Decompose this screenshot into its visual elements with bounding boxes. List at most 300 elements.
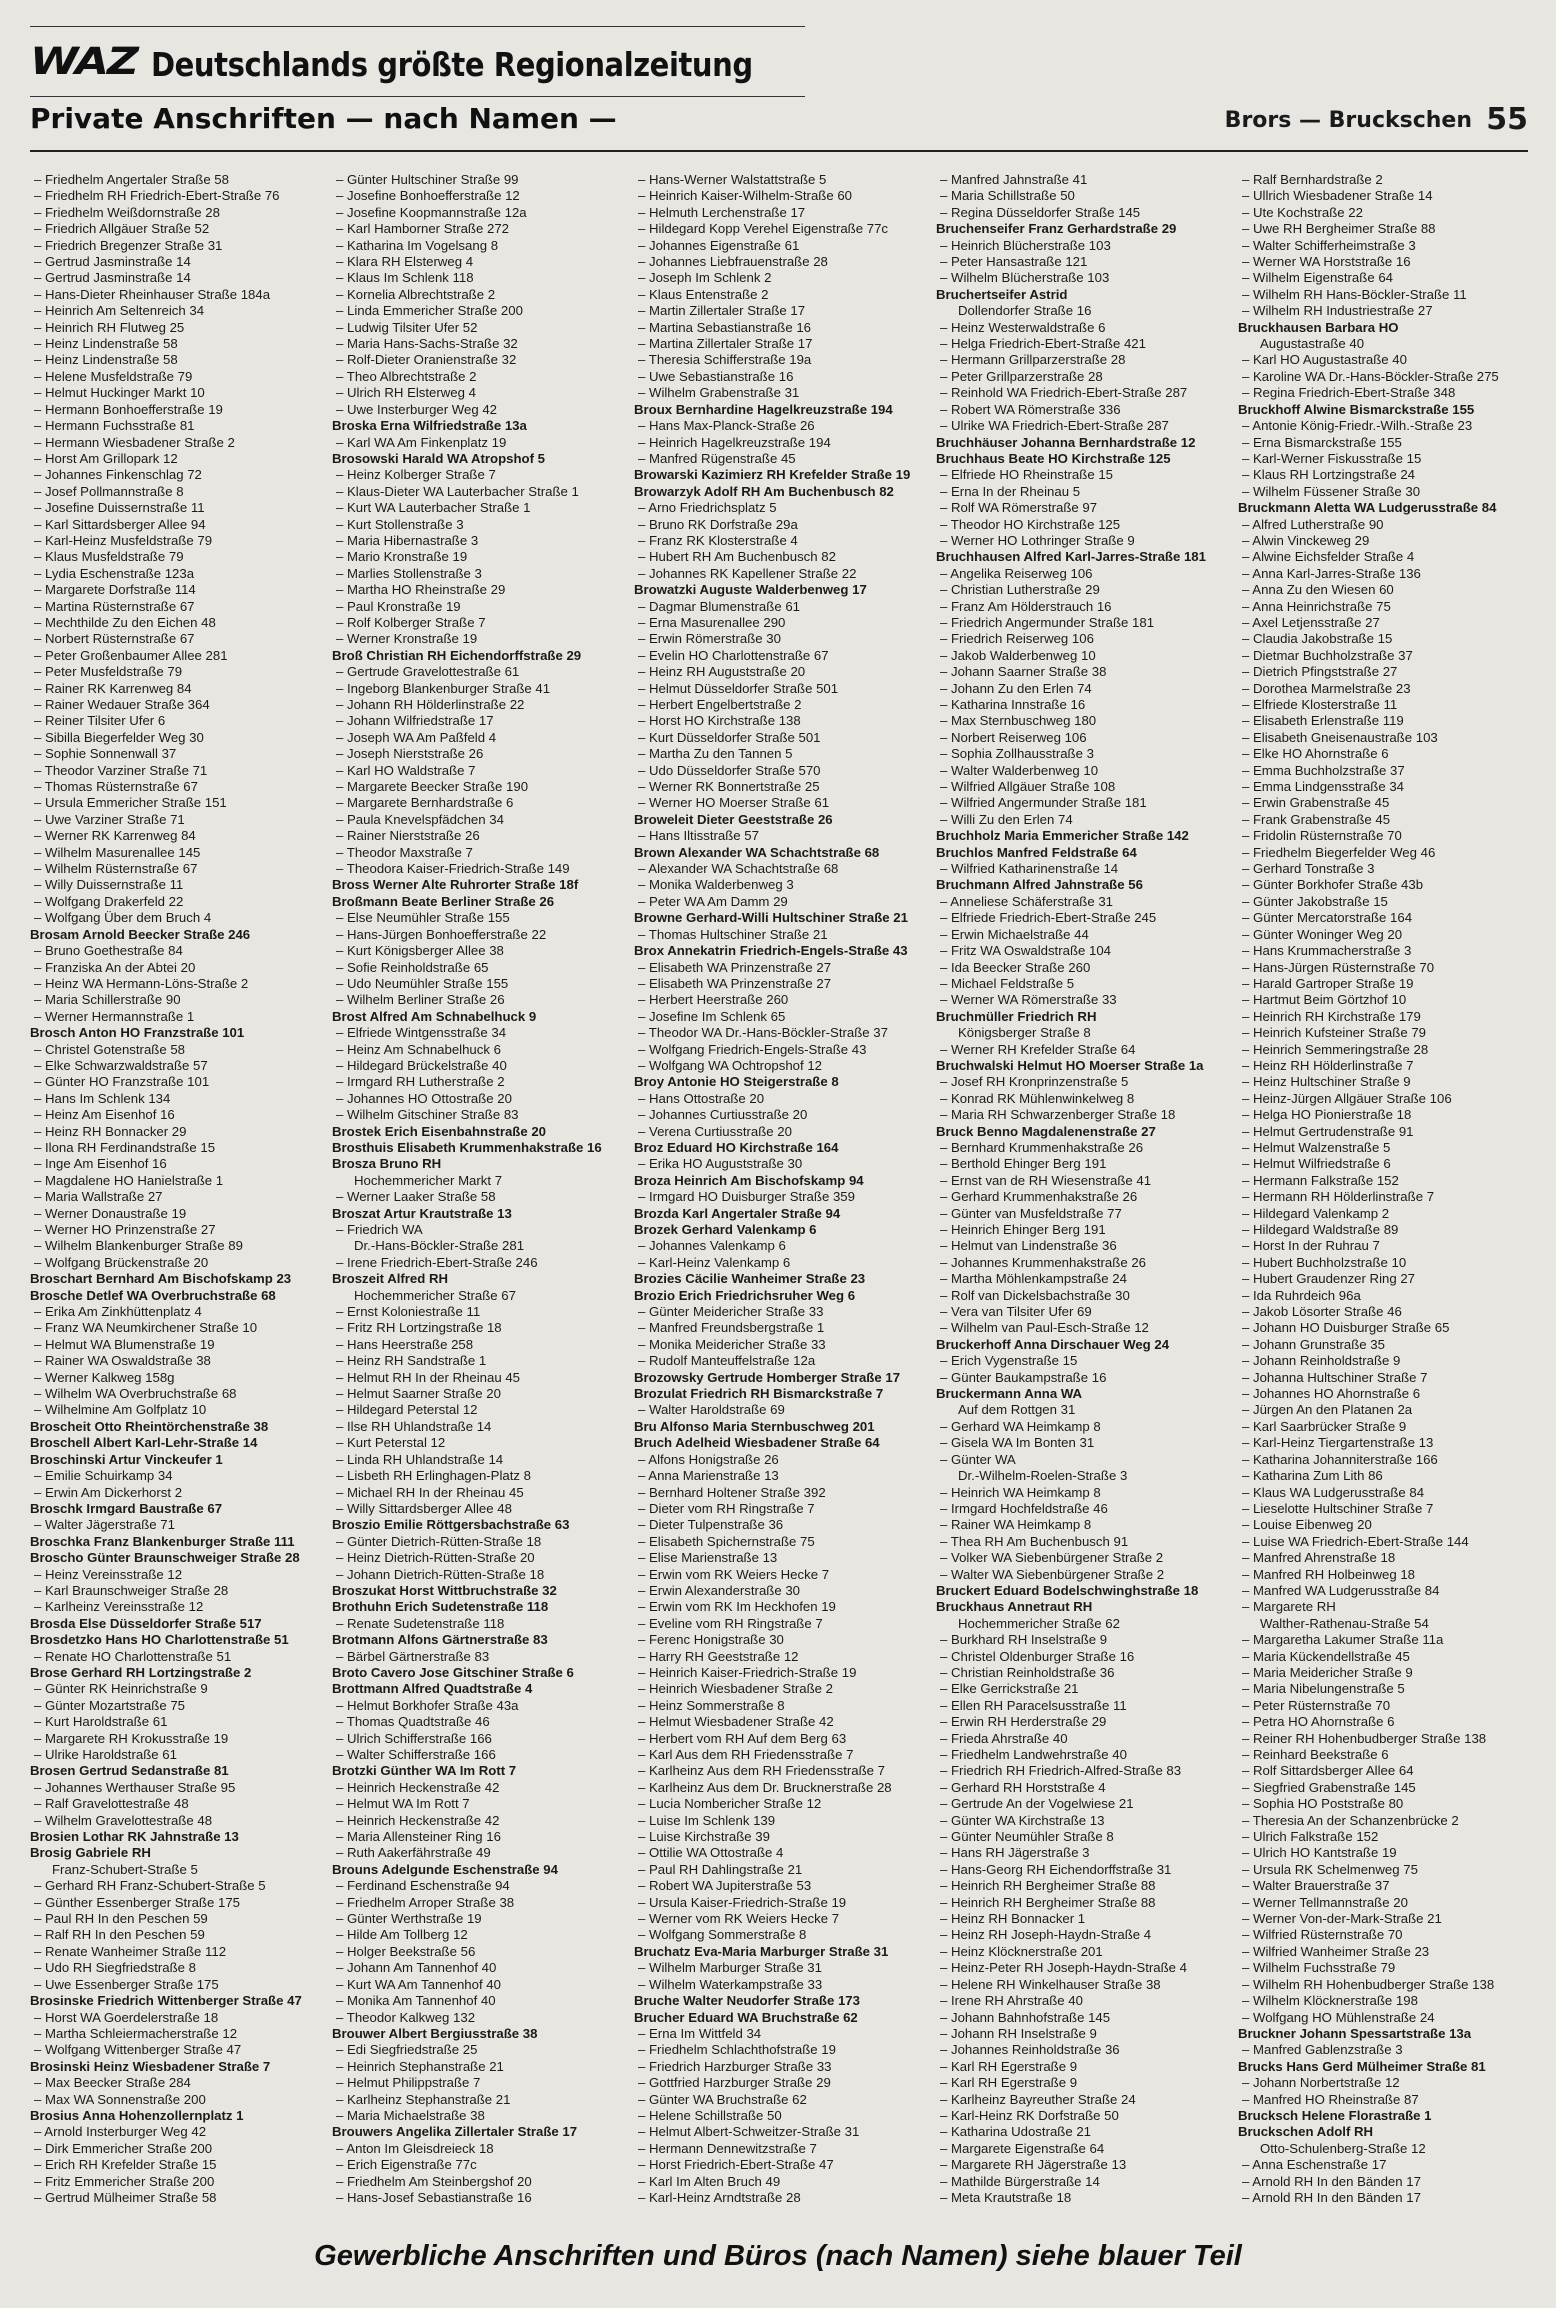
waz-logo: WAZ: [30, 39, 137, 84]
list-item: – Friedhelm Schlachthofstraße 19: [634, 2042, 926, 2058]
list-item: – Rolf van Dickelsbachstraße 30: [936, 1288, 1228, 1304]
list-item: – Reiner Tilsiter Ufer 6: [30, 713, 322, 729]
list-item: – Michael RH In der Rheinau 45: [332, 1485, 624, 1501]
list-item: Dr.-Hans-Böckler-Straße 281: [354, 1238, 525, 1254]
list-item: – Wilhelm Blücherstraße 103: [936, 270, 1228, 286]
list-item: – Johann Saarner Straße 38: [936, 664, 1228, 680]
list-item: – Helmut Wiesbadener Straße 42: [634, 1714, 926, 1730]
list-item: – Erich Vygenstraße 15: [936, 1353, 1228, 1369]
list-item: – Hans Heerstraße 258: [332, 1337, 624, 1353]
list-item: – Maria Nibelungenstraße 5: [1238, 1681, 1530, 1697]
list-item: – Hubert RH Am Buchenbusch 82: [634, 549, 926, 565]
list-item: – Margarete Beecker Straße 190: [332, 779, 624, 795]
list-item: – Hans RH Jägerstraße 3: [936, 1845, 1228, 1861]
list-item: – Rainer WA Heimkamp 8: [936, 1517, 1228, 1533]
list-item: – Hans Ottostraße 20: [634, 1091, 926, 1107]
list-item: – Klaus Musfeldstraße 79: [30, 549, 322, 565]
list-item: – Günter WA: [936, 1452, 1228, 1468]
list-item: – Günter RK Heinrichstraße 9: [30, 1681, 322, 1697]
list-item: – Wilhelm Marburger Straße 31: [634, 1960, 926, 1976]
list-item: – Hubert Buchholzstraße 10: [1238, 1255, 1530, 1271]
list-item: – Manfred Freundsbergstraße 1: [634, 1320, 926, 1336]
list-item: – Erwin RH Herderstraße 29: [936, 1714, 1228, 1730]
surname-entry: Bruche Walter Neudorfer Straße 173: [634, 1993, 860, 2009]
list-item: – Josef RH Kronprinzenstraße 5: [936, 1074, 1228, 1090]
list-item: – Arnold RH In den Bänden 17: [1238, 2174, 1530, 2190]
list-item: – Norbert Rüsternstraße 67: [30, 631, 322, 647]
list-item: – Evelin HO Charlottenstraße 67: [634, 648, 926, 664]
list-item: – Rainer Nierststraße 26: [332, 828, 624, 844]
surname-entry: Brose Gerhard RH Lortzingstraße 2: [30, 1664, 252, 1680]
list-item: – Friedrich Bregenzer Straße 31: [30, 238, 322, 254]
list-item: – Christian Reinholdstraße 36: [936, 1665, 1228, 1681]
surname-entry: Bross Werner Alte Ruhrorter Straße 18f: [332, 877, 579, 893]
list-item: – Erna In der Rheinau 5: [936, 484, 1228, 500]
list-item: – Heinz Am Schnabelhuck 6: [332, 1042, 624, 1058]
list-item: – Theo Albrechtstraße 2: [332, 369, 624, 385]
list-item: – Helmut WA Im Rott 7: [332, 1796, 624, 1812]
list-item: – Theodor HO Kirchstraße 125: [936, 517, 1228, 533]
surname-entry: Bruchholz Maria Emmericher Straße 142: [936, 828, 1189, 844]
surname-entry: Browarzyk Adolf RH Am Buchenbusch 82: [634, 483, 894, 499]
masthead-tagline: Deutschlands größte Regionalzeitung: [150, 45, 753, 84]
list-item: – Linda Emmericher Straße 200: [332, 303, 624, 319]
list-item: – Josef Pollmannstraße 8: [30, 484, 322, 500]
list-item: – Walter Schifferstraße 166: [332, 1747, 624, 1763]
list-item: – Martin Zillertaler Straße 17: [634, 303, 926, 319]
list-item: – Ida Ruhrdeich 96a: [1238, 1288, 1530, 1304]
list-item: – Thomas Hultschiner Straße 21: [634, 927, 926, 943]
listing-column-5: [1238, 172, 1530, 2218]
list-item: – Anna Karl-Jarres-Straße 136: [1238, 566, 1530, 582]
surname-entry: Brosch Anton HO Franzstraße 101: [30, 1025, 245, 1041]
list-item: – Wolfgang Drakerfeld 22: [30, 894, 322, 910]
list-item: – Antonie König-Friedr.-Wilh.-Straße 23: [1238, 418, 1530, 434]
list-item: – Ulrich HO Kantstraße 19: [1238, 1845, 1530, 1861]
list-item: – Hans-Dieter Rheinhauser Straße 184a: [30, 287, 322, 303]
list-item: – Dietmar Buchholzstraße 37: [1238, 648, 1530, 664]
list-item: – Dirk Emmericher Straße 200: [30, 2141, 322, 2157]
masthead-rule: [30, 96, 805, 97]
list-item: – Udo Düsseldorfer Straße 570: [634, 763, 926, 779]
list-item: – Werner HO Moerser Straße 61: [634, 795, 926, 811]
list-item: – Gertrude An der Vogelwiese 21: [936, 1796, 1228, 1812]
list-item: – Günter HO Franzstraße 101: [30, 1074, 322, 1090]
list-item: – Frieda Ahrstraße 40: [936, 1731, 1228, 1747]
list-item: – Gertrud Jasminstraße 14: [30, 254, 322, 270]
list-item: – Heinrich RH Flutweg 25: [30, 320, 322, 336]
list-item: – Günther Essenberger Straße 175: [30, 1895, 322, 1911]
list-item: – Werner WA Römerstraße 33: [936, 992, 1228, 1008]
list-item: – Wilhelm Gitschiner Straße 83: [332, 1107, 624, 1123]
list-item: – Ulrike Haroldstraße 61: [30, 1747, 322, 1763]
list-item: – Karl Aus dem RH Friedensstraße 7: [634, 1747, 926, 1763]
list-item: – Fritz Emmericher Straße 200: [30, 2174, 322, 2190]
list-item: – Mario Kronstraße 19: [332, 549, 624, 565]
list-item: – Friedrich WA: [332, 1222, 624, 1238]
list-item: – Heinz-Peter RH Joseph-Haydn-Straße 4: [936, 1960, 1228, 1976]
surname-entry: Brown Alexander WA Schachtstraße 68: [634, 844, 880, 860]
list-item: – Franz Am Hölderstrauch 16: [936, 599, 1228, 615]
list-item: – Werner Laaker Straße 58: [332, 1189, 624, 1205]
list-item: – Wilhelm Fuchsstraße 79: [1238, 1960, 1530, 1976]
list-item: – Helmut Albert-Schweitzer-Straße 31: [634, 2124, 926, 2140]
list-item: – Hermann Fuchsstraße 81: [30, 418, 322, 434]
list-item: – Johanna Hultschiner Straße 7: [1238, 1370, 1530, 1386]
list-item: – Ulrich Schifferstraße 166: [332, 1731, 624, 1747]
list-item: – Manfred Gablenzstraße 3: [1238, 2042, 1530, 2058]
list-item: – Horst HO Kirchstraße 138: [634, 713, 926, 729]
list-item: – Werner Tellmannstraße 20: [1238, 1895, 1530, 1911]
list-item: – Wilhelm Masurenallee 145: [30, 845, 322, 861]
listing-column-1: [30, 172, 322, 2218]
list-item: – Alfons Honigstraße 26: [634, 1452, 926, 1468]
list-item: – Karl-Heinz RK Dorfstraße 50: [936, 2108, 1228, 2124]
list-item: – Margarete RH Jägerstraße 13: [936, 2157, 1228, 2173]
list-item: – Heinz Hultschiner Straße 9: [1238, 1074, 1530, 1090]
list-item: – Heinz Vereinsstraße 12: [30, 1567, 322, 1583]
list-item: – Wilhelm Blankenburger Straße 89: [30, 1238, 322, 1254]
list-item: – Karl RH Egerstraße 9: [936, 2075, 1228, 2091]
list-item: – Elfriede Wintgensstraße 34: [332, 1025, 624, 1041]
list-item: – Luise WA Friedrich-Ebert-Straße 144: [1238, 1534, 1530, 1550]
list-item: – Martina Zillertaler Straße 17: [634, 336, 926, 352]
list-item: – Friedrich Angermunder Straße 181: [936, 615, 1228, 631]
list-item: – Fridolin Rüsternstraße 70: [1238, 828, 1530, 844]
list-item: – Arnold RH In den Bänden 17: [1238, 2190, 1530, 2206]
list-item: – Werner RK Bonnertstraße 25: [634, 779, 926, 795]
list-item: – Rainer RK Karrenweg 84: [30, 681, 322, 697]
list-item: – Ullrich Wiesbadener Straße 14: [1238, 188, 1530, 204]
list-item: – Johannes RK Kapellener Straße 22: [634, 566, 926, 582]
list-item: – Erna Im Wittfeld 34: [634, 2026, 926, 2042]
list-item: – Ida Beecker Straße 260: [936, 960, 1228, 976]
list-item: – Margarete Dorfstraße 114: [30, 582, 322, 598]
list-item: – Anneliese Schäferstraße 31: [936, 894, 1228, 910]
list-item: – Hermann Dennewitzstraße 7: [634, 2141, 926, 2157]
list-item: – Peter Hansastraße 121: [936, 254, 1228, 270]
list-item: – Thea RH Am Buchenbusch 91: [936, 1534, 1228, 1550]
surname-entry: Brozowsky Gertrude Homberger Straße 17: [634, 1369, 901, 1385]
list-item: – Regina Düsseldorfer Straße 145: [936, 205, 1228, 221]
list-item: – Bernhard Krummenhakstraße 26: [936, 1140, 1228, 1156]
list-item: – Konrad RK Mühlenwinkelweg 8: [936, 1091, 1228, 1107]
list-item: – Heinz Kolberger Straße 7: [332, 467, 624, 483]
list-item: – Wolfgang HO Mühlenstraße 24: [1238, 2010, 1530, 2026]
list-item: – Maria Schillstraße 50: [936, 188, 1228, 204]
list-item: – Johann Dietrich-Rütten-Straße 18: [332, 1567, 624, 1583]
list-item: – Theodor Varziner Straße 71: [30, 763, 322, 779]
list-item: – Peter Musfeldstraße 79: [30, 664, 322, 680]
list-item: – Johannes Werthauser Straße 95: [30, 1780, 322, 1796]
list-item: – Edi Siegfriedstraße 25: [332, 2042, 624, 2058]
list-item: – Karlheinz Stephanstraße 21: [332, 2092, 624, 2108]
list-item: – Walter Haroldstraße 69: [634, 1402, 926, 1418]
list-item: – Manfred Rügenstraße 45: [634, 451, 926, 467]
list-item: – Karl-Heinz Arndtstraße 28: [634, 2190, 926, 2206]
list-item: – Günter Hultschiner Straße 99: [332, 172, 624, 188]
list-item: – Elfriede Friedrich-Ebert-Straße 245: [936, 910, 1228, 926]
list-item: – Johannes Curtiusstraße 20: [634, 1107, 926, 1123]
list-item: – Martina Rüsternstraße 67: [30, 599, 322, 615]
surname-entry: Broszukat Horst Wittbruchstraße 32: [332, 1582, 557, 1598]
list-item: – Elke HO Ahornstraße 6: [1238, 746, 1530, 762]
list-item: – Klaus WA Ludgerusstraße 84: [1238, 1485, 1530, 1501]
list-item: – Monika Am Tannenhof 40: [332, 1993, 624, 2009]
list-item: – Eveline vom RH Ringstraße 7: [634, 1616, 926, 1632]
list-item: – Walter Schifferheimstraße 3: [1238, 238, 1530, 254]
list-item: – Lucia Nombericher Straße 12: [634, 1796, 926, 1812]
list-item: – Gerhard WA Heimkamp 8: [936, 1419, 1228, 1435]
list-item: – Sophia Zollhausstraße 3: [936, 746, 1228, 762]
list-item: – Erwin Römerstraße 30: [634, 631, 926, 647]
list-item: – Erika Am Zinkhüttenplatz 4: [30, 1304, 322, 1320]
list-item: – Heinz RH Joseph-Haydn-Straße 4: [936, 1927, 1228, 1943]
list-item: – Wilhelm Rüsternstraße 67: [30, 861, 322, 877]
list-item: – Wilhelm van Paul-Esch-Straße 12: [936, 1320, 1228, 1336]
list-item: – Helmut Saarner Straße 20: [332, 1386, 624, 1402]
surname-entry: Broschinski Artur Vinckeufer 1: [30, 1451, 223, 1467]
surname-entry: Bruchwalski Helmut HO Moerser Straße 1a: [936, 1057, 1204, 1073]
list-item: – Ute Kochstraße 22: [1238, 205, 1530, 221]
list-item: – Helmut WA Blumenstraße 19: [30, 1337, 322, 1353]
list-item: – Maria Allensteiner Ring 16: [332, 1829, 624, 1845]
list-item: – Günter Neumühler Straße 8: [936, 1829, 1228, 1845]
list-item: – Ulrich Falkstraße 152: [1238, 1829, 1530, 1845]
list-item: – Ursula Kaiser-Friedrich-Straße 19: [634, 1895, 926, 1911]
surname-entry: Bruckhoff Alwine Bismarckstraße 155: [1238, 401, 1475, 417]
list-item: – Heinrich Heckenstraße 42: [332, 1780, 624, 1796]
surname-entry: Broscho Günter Braunschweiger Straße 28: [30, 1550, 300, 1566]
list-item: – Udo RH Siegfriedstraße 8: [30, 1960, 322, 1976]
list-item: – Margaretha Lakumer Straße 11a: [1238, 1632, 1530, 1648]
list-item: – Helmut Walzenstraße 5: [1238, 1140, 1530, 1156]
list-item: – Hans-Josef Sebastianstraße 16: [332, 2190, 624, 2206]
entry-list: [1238, 172, 1530, 2206]
list-item: – Karl HO Augustastraße 40: [1238, 352, 1530, 368]
list-item: – Mathilde Bürgerstraße 14: [936, 2174, 1228, 2190]
list-item: – Robert WA Jupiterstraße 53: [634, 1878, 926, 1894]
list-item: – Margarete Eigenstraße 64: [936, 2141, 1228, 2157]
list-item: – Helmut van Lindenstraße 36: [936, 1238, 1228, 1254]
list-item: – Renate HO Charlottenstraße 51: [30, 1649, 322, 1665]
list-item: – Friedrich Allgäuer Straße 52: [30, 221, 322, 237]
list-item: – Heinz WA Hermann-Löns-Straße 2: [30, 976, 322, 992]
list-item: – Wolfgang Wittenberger Straße 47: [30, 2042, 322, 2058]
list-item: – Johann Grunstraße 35: [1238, 1337, 1530, 1353]
list-item: – Joseph Im Schlenk 2: [634, 270, 926, 286]
list-item: – Horst In der Ruhrau 7: [1238, 1238, 1530, 1254]
list-item: – Helga Friedrich-Ebert-Straße 421: [936, 336, 1228, 352]
list-item: – Wilhelm Berliner Straße 26: [332, 992, 624, 1008]
surname-entry: Bruck Benno Magdalenenstraße 27: [936, 1123, 1156, 1139]
list-item: – Inge Am Eisenhof 16: [30, 1156, 322, 1172]
list-item: – Werner HO Lothringer Straße 9: [936, 533, 1228, 549]
list-item: – Sofie Reinholdstraße 65: [332, 960, 624, 976]
list-item: – Karl-Heinz Valenkamp 6: [634, 1255, 926, 1271]
list-item: – Maria Michaelstraße 38: [332, 2108, 624, 2124]
list-item: – Hans-Jürgen Bonhoefferstraße 22: [332, 927, 624, 943]
list-item: – Jakob Lösorter Straße 46: [1238, 1304, 1530, 1320]
list-item: – Norbert Reiserweg 106: [936, 730, 1228, 746]
surname-entry: Brostek Erich Eisenbahnstraße 20: [332, 1123, 547, 1139]
surname-entry: Brouwer Albert Bergiusstraße 38: [332, 2025, 538, 2041]
surname-entry: Brosza Bruno RH: [332, 1156, 442, 1172]
surname-entry: Broska Erna Wilfriedstraße 13a: [332, 418, 527, 434]
list-item: – Walter Brauerstraße 37: [1238, 1878, 1530, 1894]
list-item: – Günter Mercatorstraße 164: [1238, 910, 1530, 926]
list-item: – Linda RH Uhlandstraße 14: [332, 1452, 624, 1468]
list-item: – Claudia Jakobstraße 15: [1238, 631, 1530, 647]
list-item: – Günter Jakobstraße 15: [1238, 894, 1530, 910]
list-item: – Rudolf Manteuffelstraße 12a: [634, 1353, 926, 1369]
name-range: Brors — Bruckschen: [1224, 108, 1472, 133]
list-item: – Maria RH Schwarzenberger Straße 18: [936, 1107, 1228, 1123]
list-item: – Friedhelm Am Steinbergshof 20: [332, 2174, 624, 2190]
surname-entry: Brosowski Harald WA Atropshof 5: [332, 450, 545, 466]
list-item: – Günter Borkhofer Straße 43b: [1238, 877, 1530, 893]
list-item: – Hans Iltisstraße 57: [634, 828, 926, 844]
list-item: – Uwe RH Bergheimer Straße 88: [1238, 221, 1530, 237]
list-item: – Holger Beekstraße 56: [332, 1944, 624, 1960]
list-item: – Petra HO Ahornstraße 6: [1238, 1714, 1530, 1730]
list-item: – Joseph Nierststraße 26: [332, 746, 624, 762]
surname-entry: Bruchertseifer Astrid: [936, 286, 1068, 302]
list-item: – Paula Knevelspfädchen 34: [332, 812, 624, 828]
list-item: – Manfred Jahnstraße 41: [936, 172, 1228, 188]
list-item: – Frank Grabenstraße 45: [1238, 812, 1530, 828]
list-item: – Hermann Bonhoefferstraße 19: [30, 402, 322, 418]
list-item: – Manfred WA Ludgerusstraße 84: [1238, 1583, 1530, 1599]
surname-entry: Broschka Franz Blankenburger Straße 111: [30, 1533, 295, 1549]
surname-entry: Brottmann Alfred Quadtstraße 4: [332, 1681, 533, 1697]
surname-entry: Browne Gerhard-Willi Hultschiner Straße 21: [634, 910, 908, 926]
list-item: – Günter Werthstraße 19: [332, 1911, 624, 1927]
list-item: – Erwin vom RK Weiers Hecke 7: [634, 1567, 926, 1583]
list-item: – Heinrich Hagelkreuzstraße 194: [634, 435, 926, 451]
list-item: – Reinhard Beekstraße 6: [1238, 1747, 1530, 1763]
list-item: – Ruth Aakerfährstraße 49: [332, 1845, 624, 1861]
list-item: – Günter WA Bruchstraße 62: [634, 2092, 926, 2108]
list-item: – Johannes Liebfrauenstraße 28: [634, 254, 926, 270]
list-item: – Günter Meidericher Straße 33: [634, 1304, 926, 1320]
list-item: – Gerhard RH Franz-Schubert-Straße 5: [30, 1878, 322, 1894]
list-item: – Siegfried Grabenstraße 145: [1238, 1780, 1530, 1796]
list-item: – Werner vom RK Weiers Hecke 7: [634, 1911, 926, 1927]
surname-entry: Bruckhaus Annetraut RH: [936, 1599, 1093, 1615]
list-item: – Helene Schillstraße 50: [634, 2108, 926, 2124]
list-item: – Hans Krummacherstraße 3: [1238, 943, 1530, 959]
list-item: – Ferenc Honigstraße 30: [634, 1632, 926, 1648]
list-item: – Josefine Bonhoefferstraße 12: [332, 188, 624, 204]
list-item: – Uwe Varziner Straße 71: [30, 812, 322, 828]
list-item: – Heinrich Kaiser-Wilhelm-Straße 60: [634, 188, 926, 204]
list-item: – Karlheinz Aus dem Dr. Brucknerstraße 28: [634, 1780, 926, 1796]
list-item: – Wilfried Rüsternstraße 70: [1238, 1927, 1530, 1943]
list-item: – Ernst van de RH Wiesenstraße 41: [936, 1173, 1228, 1189]
footer-note: Gewerbliche Anschriften und Büros (nach Namen) siehe blauer Teil: [314, 2240, 1242, 2272]
list-item: – Karlheinz Vereinsstraße 12: [30, 1599, 322, 1615]
surname-entry: Broza Heinrich Am Bischofskamp 94: [634, 1172, 864, 1188]
list-item: – Erika HO Auguststraße 30: [634, 1156, 926, 1172]
list-item: – Johann HO Duisburger Straße 65: [1238, 1320, 1530, 1336]
surname-entry: Brotzki Günther WA Im Rott 7: [332, 1763, 517, 1779]
list-item: – Franz WA Neumkirchener Straße 10: [30, 1320, 322, 1336]
surname-entry: Brozek Gerhard Valenkamp 6: [634, 1222, 817, 1237]
surname-entry: Bruchmüller Friedrich RH: [936, 1008, 1097, 1024]
list-item: – Ottilie WA Ottostraße 4: [634, 1845, 926, 1861]
list-item: – Theodor Kalkweg 132: [332, 2010, 624, 2026]
listing-columns: [30, 172, 1530, 2218]
list-item: – Alexander WA Schachtstraße 68: [634, 861, 926, 877]
list-item: – Irene Friedrich-Ebert-Straße 246: [332, 1255, 624, 1271]
list-item: – Sibilla Biegerfelder Weg 30: [30, 730, 322, 746]
list-item: – Wilhelmine Am Golfplatz 10: [30, 1402, 322, 1418]
list-item: – Wilhelm Füssener Straße 30: [1238, 484, 1530, 500]
list-item: – Hermann Grillparzerstraße 28: [936, 352, 1228, 368]
list-item: – Theodor Maxstraße 7: [332, 845, 624, 861]
list-item: – Werner Von-der-Mark-Straße 21: [1238, 1911, 1530, 1927]
list-item: – Wilfried Angermunder Straße 181: [936, 795, 1228, 811]
list-item: – Katharina Johanniterstraße 166: [1238, 1452, 1530, 1468]
list-item: – Martha Zu den Tannen 5: [634, 746, 926, 762]
surname-entry: Bruckerhoff Anna Dirschauer Weg 24: [936, 1336, 1170, 1352]
list-item: – Heinrich WA Heimkamp 8: [936, 1485, 1228, 1501]
surname-entry: Bruckmann Aletta WA Ludgerusstraße 84: [1238, 500, 1497, 516]
list-item: – Heinrich Am Seltenreich 34: [30, 303, 322, 319]
list-item: – Horst WA Goerdelerstraße 18: [30, 2010, 322, 2026]
list-item: – Klara RH Elsterweg 4: [332, 254, 624, 270]
list-item: – Thomas Quadtstraße 46: [332, 1714, 624, 1730]
list-item: Auf dem Rottgen 31: [958, 1402, 1076, 1418]
list-item: – Jakob Walderbenweg 10: [936, 648, 1228, 664]
list-item: – Klaus-Dieter WA Lauterbacher Straße 1: [332, 484, 624, 500]
list-item: – Manfred Ahrenstraße 18: [1238, 1550, 1530, 1566]
list-item: – Karl Braunschweiger Straße 28: [30, 1583, 322, 1599]
list-item: – Rainer Wedauer Straße 364: [30, 697, 322, 713]
list-item: – Ernst Koloniestraße 11: [332, 1304, 624, 1320]
list-item: – Christel Oldenburger Straße 16: [936, 1649, 1228, 1665]
list-item: – Katharina Innstraße 16: [936, 697, 1228, 713]
list-item: – Josefine Im Schlenk 65: [634, 1009, 926, 1025]
list-item: – Günter WA Kirchstraße 13: [936, 1813, 1228, 1829]
listing-column-4: [936, 172, 1228, 2218]
list-item: – Gertrude Gravelottestraße 61: [332, 664, 624, 680]
surname-entry: Bruchmann Alfred Jahnstraße 56: [936, 877, 1143, 893]
list-item: – Erna Masurenallee 290: [634, 615, 926, 631]
list-item: – Margarete RH Krokusstraße 19: [30, 1731, 322, 1747]
list-item: – Heinrich Wiesbadener Straße 2: [634, 1681, 926, 1697]
list-item: Hochemmericher Straße 67: [354, 1287, 516, 1303]
list-item: – Renate Sudetenstraße 118: [332, 1616, 624, 1632]
list-item: – Heinrich Heckenstraße 42: [332, 1813, 624, 1829]
list-item: – Karl-Heinz Musfeldstraße 79: [30, 533, 322, 549]
list-item: – Rainer WA Oswaldstraße 38: [30, 1353, 322, 1369]
surname-entry: Bruchhaus Beate HO Kirchstraße 125: [936, 450, 1171, 466]
list-item: – Elisabeth Gneisenaustraße 103: [1238, 730, 1530, 746]
list-item: – Helmut Wilfriedstraße 6: [1238, 1156, 1530, 1172]
list-item: – Irene RH Ahrstraße 40: [936, 1993, 1228, 2009]
list-item: – Arno Friedrichsplatz 5: [634, 500, 926, 516]
surname-entry: Brucks Hans Gerd Mülheimer Straße 81: [1238, 2058, 1486, 2074]
list-item: – Verena Curtiusstraße 20: [634, 1124, 926, 1140]
list-item: – Elfriede Klosterstraße 11: [1238, 697, 1530, 713]
surname-entry: Broto Cavero Jose Gitschiner Straße 6: [332, 1664, 574, 1680]
list-item: – Johannes Valenkamp 6: [634, 1238, 926, 1254]
entry-list: [332, 172, 624, 2206]
surname-entry: Broweleit Dieter Geeststraße 26: [634, 811, 833, 827]
surname-entry: Bruchatz Eva-Maria Marburger Straße 31: [634, 1943, 889, 1959]
